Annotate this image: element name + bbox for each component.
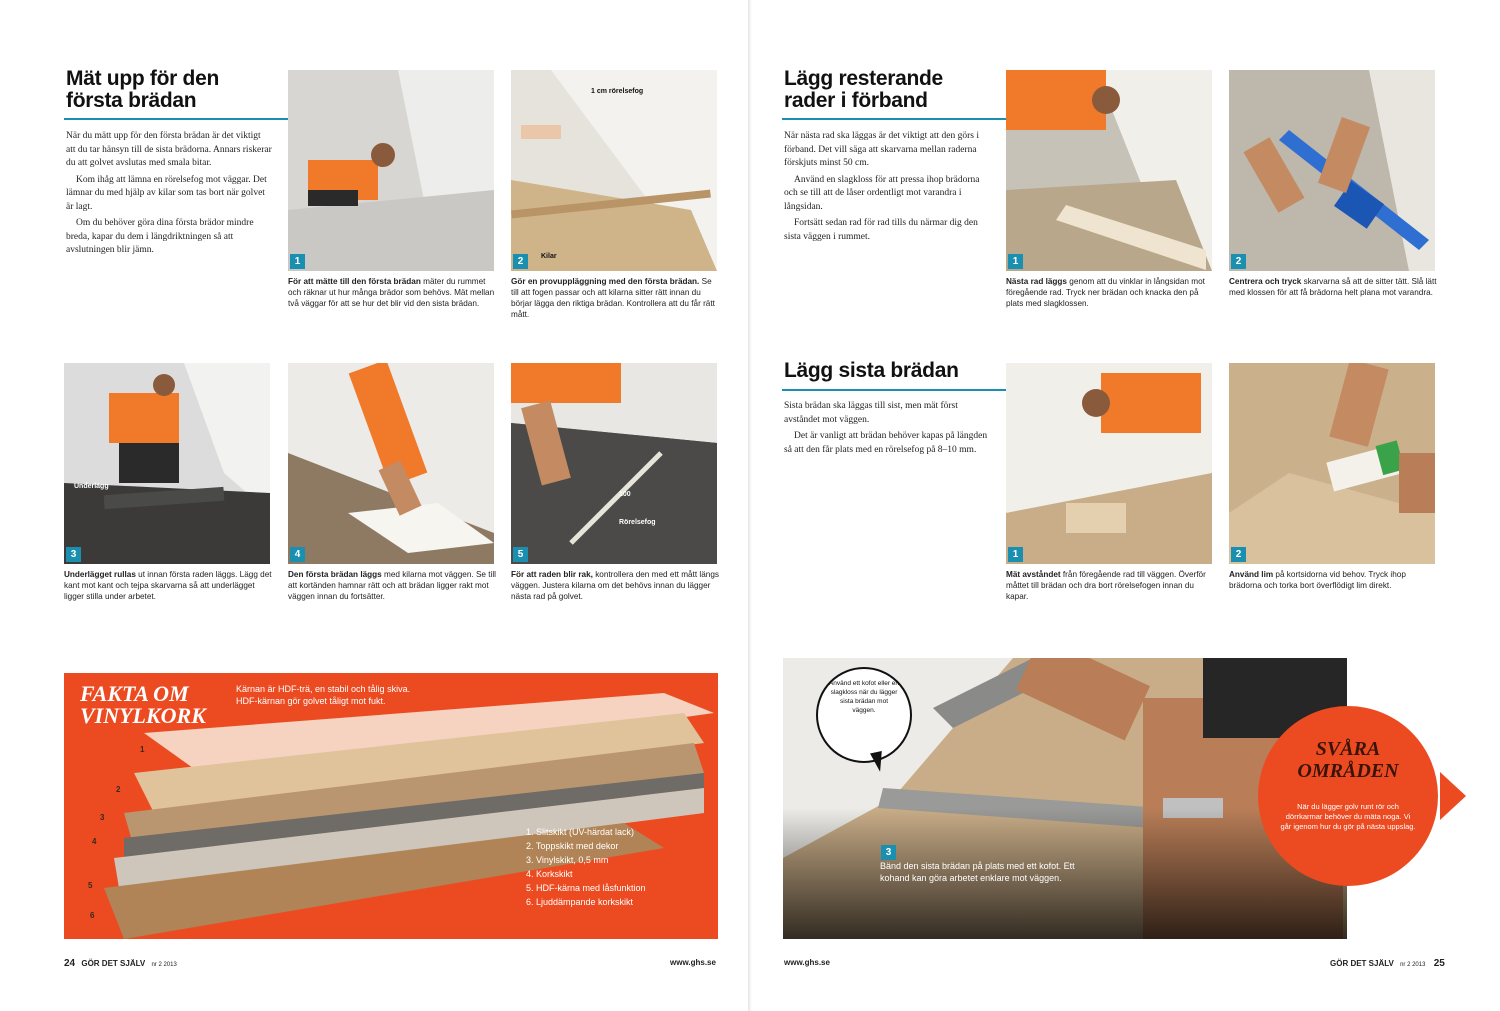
badge-title: [1258, 738, 1438, 782]
photo-caption: [288, 276, 496, 309]
caption-text: mäter du rummet och räknar ut hur många brädor som behövs. Mät mellan två väggar för att se hur det blir vid den sista brädan.: [288, 277, 495, 308]
layer-label: 3: [100, 813, 105, 822]
paragraph: Det är vanligt att brädan behöver kapas på längden så att den får plats med en rörelsefog på 8–10 mm.: [784, 431, 988, 455]
caption-text: ut innan första raden läggs. Lägg det kant mot kant och tejpa skarvarna så att underlägget ligger stilla under arbetet.: [64, 570, 272, 601]
layer-list-item: 1. Slitskikt (UV-härdat lack): [526, 827, 635, 837]
heading-line: Lägg resterande: [784, 67, 943, 90]
annotation-wedges: Kilar: [541, 253, 557, 260]
caption-lead: Gör en provuppläggning med den första brädan.: [511, 277, 700, 286]
footer-url: www.ghs.se: [670, 958, 716, 967]
caption-text: på kortsidorna vid behov. Tryck ihop brädorna och torka bort överflödigt lim direkt.: [1229, 570, 1406, 590]
layer-label: 2: [116, 785, 121, 794]
step-number-badge: 3: [881, 845, 896, 860]
step-number-badge: 4: [290, 547, 305, 562]
heading-rule: [64, 118, 290, 120]
left-page: [0, 0, 748, 1011]
caption-lead: Använd lim: [1229, 570, 1274, 579]
magazine-name: GÖR DET SJÄLV: [81, 959, 146, 968]
caption-lead: Nästa rad läggs: [1006, 277, 1067, 286]
photo-caption: [511, 569, 719, 602]
body-text: [66, 130, 272, 261]
photo-step-3: [64, 363, 270, 564]
badge-title-line: OMRÅDEN: [1297, 760, 1399, 782]
heading-line: första brädan: [66, 89, 197, 112]
caption-lead: Mät avståndet: [1006, 570, 1061, 579]
photo-caption: [511, 276, 719, 320]
paragraph: Kom ihåg att lämna en rörelsefog mot väggar. Det lämnar du med hjälp av kilar som tas bort när golvet är lagt.: [66, 174, 267, 212]
paragraph: När du mätt upp för den första brädan är det viktigt att du tar hänsyn till de sista brädorna. Annars riskerar du att golvet avslutas med smala bitar.: [66, 131, 272, 168]
page-number: 25: [1433, 958, 1445, 969]
layer-list-item: 4. Korkskikt: [526, 869, 573, 879]
badge-title-line: SVÅRA: [1315, 738, 1381, 760]
step-number-badge: 1: [1008, 547, 1023, 562]
layer-label: 5: [88, 881, 93, 890]
section-heading-measure: [66, 68, 219, 112]
annotation-expansion-gap: Rörelsefog: [619, 519, 656, 526]
layer-label: 4: [92, 837, 97, 846]
body-text: [784, 130, 990, 247]
fact-box-vinyl-cork: [64, 673, 718, 939]
paragraph: När nästa rad ska läggas är det viktigt att den görs i förband. Det vill säga att skarvarna mellan raderna förskjuts minst 50 cm.: [784, 131, 979, 168]
layer-list: [526, 825, 646, 909]
step-number-badge: 2: [1231, 254, 1246, 269]
big-photo-caption: Bänd den sista brädan på plats med ett kofot. Ett kohand kan göra arbetet enklare mot väggen.: [880, 861, 1075, 883]
heading-rule: [782, 389, 1008, 391]
layer-list-item: 5. HDF-kärna med låsfunktion: [526, 883, 646, 893]
badge-text: När du lägger golv runt rör och dörrkarmar behöver du mäta noga. Vi går igenom hur du gör på nästa uppslag.: [1280, 802, 1416, 831]
caption-text: kontrollera den med ett mått längs väggen. Justera kilarna om det behövs innan du lägger nästa rad på golvet.: [511, 570, 719, 601]
photo-caption: [64, 569, 272, 602]
photo-step-2: [511, 70, 717, 271]
photo-step-1: [288, 70, 494, 271]
photo-step-4: [288, 363, 494, 564]
issue-label: nr 2 2013: [151, 962, 177, 968]
annotation-measure: 100: [619, 491, 631, 498]
photo-last-board-step-2: [1229, 363, 1435, 564]
step-number-badge: 2: [513, 254, 528, 269]
page-number: 24: [64, 958, 76, 969]
body-text: [784, 400, 990, 460]
footer-url: www.ghs.se: [784, 958, 830, 967]
caption-text: skarvarna så att de sitter tätt. Slå lätt med klossen för att få brädorna helt plana mot varandra.: [1229, 277, 1437, 297]
layer-label: 6: [90, 911, 95, 920]
layer-list-item: 2. Toppskikt med dekor: [526, 841, 619, 851]
layer-list-item: 6. Ljuddämpande korkskikt: [526, 897, 634, 907]
caption-lead: Den första brädan läggs: [288, 570, 382, 579]
magazine-name: GÖR DET SJÄLV: [1330, 959, 1394, 968]
heading-line: rader i förband: [784, 89, 928, 112]
caption-text: Se till att fogen passar och att kilarna sitter rätt innan du börjar lägga den riktiga brädan. Kontrollera att du får rätt mått.: [511, 277, 715, 319]
caption-text: från föregående rad till väggen. Överför måttet till brädan och dra bort rörelsefogen innan du kapar.: [1006, 570, 1206, 601]
heading-rule: [782, 118, 1006, 120]
paragraph: Sista brädan ska läggas till sist, men mät först avståndet mot väggen.: [784, 401, 958, 425]
page-footer-right: [1330, 958, 1445, 969]
photo-last-board-step-1: [1006, 363, 1212, 564]
layer-list-item: 3. Vinylskikt, 0,5 mm: [526, 855, 609, 865]
caption-lead: För att raden blir rak,: [511, 570, 593, 579]
step-number-badge: 5: [513, 547, 528, 562]
annotation-underlay: Underlägg: [74, 483, 109, 490]
paragraph: Använd en slagkloss för att pressa ihop brädorna och se till att de låser ordentligt mot varandra i långsidan.: [784, 174, 980, 212]
caption-lead: För att mätte till den första brädan: [288, 277, 421, 286]
section-heading-last-board: Lägg sista brädan: [784, 359, 959, 382]
photo-caption: [1229, 569, 1437, 591]
annotation-expansion-gap: 1 cm rörelsefog: [591, 88, 644, 95]
caption-text: med kilarna mot väggen. Se till att kortänden hamnar rätt och att brädan ligger rakt mot väggen innan du fortsätter.: [288, 570, 496, 601]
photo-caption: [1229, 276, 1437, 298]
issue-label: nr 2 2013: [1400, 962, 1426, 968]
photo-step-5: [511, 363, 717, 564]
fact-box-title-line: VINYLKORK: [80, 703, 206, 728]
next-page-arrow-icon: [1440, 772, 1466, 820]
tip-speech-bubble: [816, 667, 912, 763]
step-number-badge: 3: [66, 547, 81, 562]
difficult-areas-badge: [1258, 706, 1438, 886]
fact-box-intro: Kärnan är HDF-trä, en stabil och tålig skiva. HDF-kärnan gör golvet tåligt mot fukt.: [236, 684, 411, 706]
paragraph: Fortsätt sedan rad för rad tills du närmar dig den sista väggen i rummet.: [784, 218, 978, 242]
tip-text: Använd ett kofot eller en slagkloss när du lägger sista brädan mot väggen.: [828, 680, 900, 714]
step-number-badge: 1: [290, 254, 305, 269]
caption-lead: Centrera och tryck: [1229, 277, 1302, 286]
step-number-badge: 1: [1008, 254, 1023, 269]
paragraph: Om du behöver göra dina första brädor mindre breda, kapar du dem i längdriktningen så att avslutningen blir jämn.: [66, 218, 254, 255]
photo-rows-step-2: [1229, 70, 1435, 271]
layer-label: 1: [140, 745, 145, 754]
caption-lead: Underlägget rullas: [64, 570, 136, 579]
caption-text: genom att du vinklar in långsidan mot föregående rad. Tryck ner brädan och knacka den på plats med slagklossen.: [1006, 277, 1205, 308]
photo-caption: [1006, 569, 1214, 602]
photo-caption: [288, 569, 496, 602]
page-footer-left: [64, 958, 177, 969]
step-number-badge: 2: [1231, 547, 1246, 562]
photo-caption: [1006, 276, 1214, 309]
photo-rows-step-1: [1006, 70, 1212, 271]
section-heading-rows: [784, 68, 943, 112]
fact-box-title-line: FAKTA OM: [80, 681, 189, 706]
heading-line: Mät upp för den: [66, 67, 219, 90]
